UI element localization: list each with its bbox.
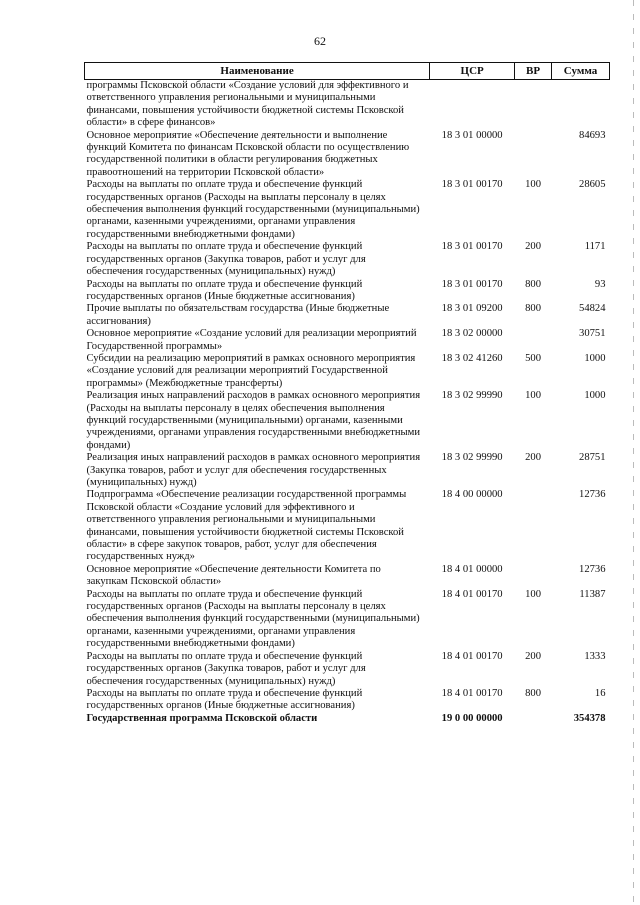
header-vr: ВР [515,63,552,80]
total-name: Государственная программа Псковской области [86,712,318,724]
row-sum: 28605 [579,179,606,191]
row-csr: 18 3 01 09200 [441,303,503,315]
row-csr: 18 3 02 99990 [441,390,503,402]
row-csr: 18 3 02 99990 [441,452,503,464]
row-name: Расходы на выплаты по оплате труда и обеспечение функций государственных органов (Закупка товаров, работ и услуг для обеспечения государственных (муниципальных) нужд) [86,241,366,278]
row-sum: 1000 [584,390,606,402]
row-name: Расходы на выплаты по оплате труда и обеспечение функций государственных органов (Закупка товаров, работ и услуг для обеспечения государственных (муниципальных) нужд) [86,650,366,687]
row-sum: 1171 [584,241,606,253]
row-csr: 18 3 01 00170 [441,241,503,253]
table-row [85,564,610,589]
row-name: Субсидии на реализацию мероприятий в рамках основного мероприятия «Создание условий для реализации мероприятий Государственной программы» (Межбюджетные трансферты) [86,352,416,389]
row-vr [515,80,552,130]
row-sum: 93 [594,278,606,290]
table-row [85,303,610,328]
table-row [85,390,610,452]
table-row [85,279,610,304]
row-sum: 12736 [579,489,606,501]
table-row [85,452,610,489]
table-row [85,130,610,180]
row-name: Подпрограмма «Обеспечение реализации государственной программы Псковской области «Создание условий для эффективного и ответственного управления региональными и муниципальными финансами, повышения устойчивости бюджетной системы Псковской области» в сфере закупок товаров, работ, услуг для обеспечения государственных нужд» [86,489,407,563]
row-sum: 1333 [584,650,606,662]
row-vr: 500 [525,352,541,364]
scan-edge-line [633,0,634,905]
table-row [85,688,610,713]
total-sum: 354378 [573,712,606,724]
total-csr: 19 0 00 00000 [441,712,503,724]
row-sum: 12736 [579,563,606,575]
row-sum: 84693 [579,129,606,141]
row-csr: 18 4 01 00000 [441,563,503,575]
row-vr [515,328,552,353]
row-name: Расходы на выплаты по оплате труда и обеспечение функций государственных органов (Иные бюджетные ассигнования) [86,278,363,302]
row-vr: 800 [525,303,541,315]
row-vr: 100 [525,588,541,600]
page-number: 62 [314,34,326,48]
table-row [85,589,610,651]
row-sum: 30751 [579,328,606,340]
row-sum: 28751 [579,452,606,464]
row-csr: 18 3 01 00170 [441,278,503,290]
row-sum [552,80,610,130]
row-name: программы Псковской области «Создание условий для эффективного и ответственного управления региональными и муниципальными финансами, повышения устойчивости бюджетной системы Псковской области» в сфере финансов» [86,80,409,129]
row-vr [515,564,552,589]
row-csr: 18 3 02 00000 [441,328,503,340]
table-row [85,353,610,390]
row-name: Расходы на выплаты по оплате труда и обеспечение функций государственных органов (Иные бюджетные ассигнования) [86,687,363,712]
row-vr: 100 [525,179,541,191]
row-sum: 54824 [579,303,606,315]
row-name: Основное мероприятие «Создание условий для реализации мероприятий Государственной программы» [86,328,417,352]
total-vr [515,713,552,725]
table-row [85,651,610,688]
row-vr: 200 [525,650,541,662]
row-csr: 18 4 01 00170 [441,687,503,699]
table-row [85,489,610,563]
row-sum: 16 [594,687,606,699]
row-csr: 18 3 02 41260 [441,352,503,364]
header-csr: ЦСР [430,63,515,80]
row-csr: 18 4 01 00170 [441,650,503,662]
row-vr [515,489,552,563]
row-vr: 800 [525,278,541,290]
total-row [85,713,610,725]
row-name: Расходы на выплаты по оплате труда и обеспечение функций государственных органов (Расходы на выплаты персоналу в целях обеспечения выполнения функций государственными (муниципальными) органами, казенными учреждениями, органами управления государственными внебюджетными фондами) [86,588,420,650]
row-name: Расходы на выплаты по оплате труда и обеспечение функций государственных органов (Расходы на выплаты персоналу в целях обеспечения выполнения функций государственными (муниципальными) органами, казенными учреждениями, органами управления государственными внебюджетными фондами) [86,179,420,240]
row-csr [430,80,515,130]
row-sum: 11387 [579,588,606,600]
table-row [85,179,610,241]
header-name: Наименование [85,63,430,80]
row-vr: 200 [525,241,541,253]
row-name: Основное мероприятие «Обеспечение деятельности Комитета по закупкам Псковской области» [86,563,381,588]
row-name: Реализация иных направлений расходов в рамках основного мероприятия (Расходы на выплаты персоналу в целях обеспечения выполнения функций государственными (муниципальными) органами, казенными учреждениями, органами управления государственными внебюджетными фондами) [86,390,421,451]
row-name: Прочие выплаты по обязательствам государства (Иные бюджетные ассигнования) [86,303,390,327]
row-csr: 18 4 00 00000 [441,489,503,501]
row-sum: 1000 [584,352,606,364]
row-csr: 18 3 01 00000 [441,129,503,141]
header-sum: Сумма [552,63,610,80]
table-header-row [85,63,610,80]
row-name: Реализация иных направлений расходов в рамках основного мероприятия (Закупка товаров, работ и услуг для обеспечения государственных (муниципальных) нужд) [86,452,421,488]
table-row [85,80,610,130]
row-vr: 800 [525,687,541,699]
row-csr: 18 3 01 00170 [441,179,503,191]
row-csr: 18 4 01 00170 [441,588,503,600]
row-vr [515,130,552,180]
budget-table [84,62,610,725]
table-row [85,241,610,278]
table-row [85,328,610,353]
row-vr: 200 [525,452,541,464]
row-name: Основное мероприятие «Обеспечение деятельности и выполнение функций Комитета по финансам Псковской области по осуществлению государственной политики в области регулирования бюджетных правоотношений на территории Псковской области» [86,129,410,178]
row-vr: 100 [525,390,541,402]
